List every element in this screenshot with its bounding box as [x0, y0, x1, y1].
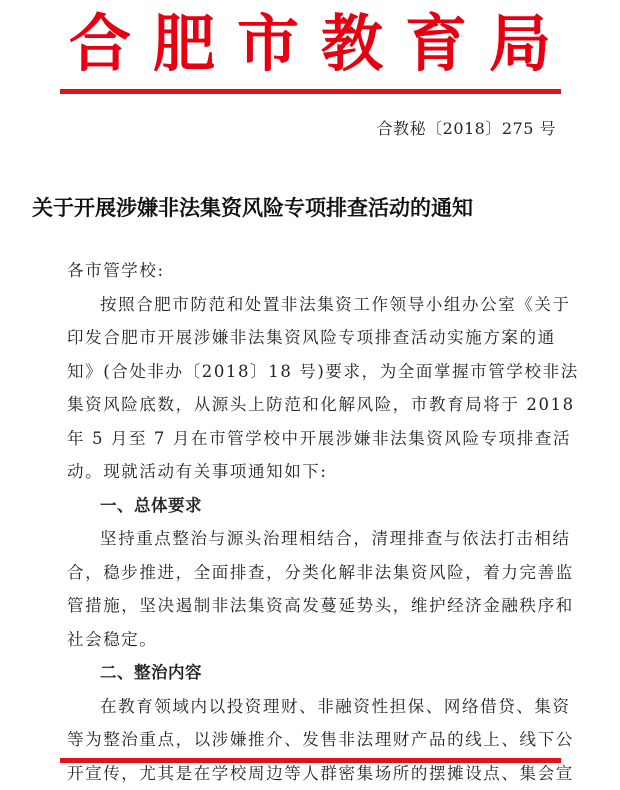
body-line: 在教育领域内以投资理财、非融资性担保、网络借贷、集资	[67, 690, 555, 724]
body-line: 年 5 月至 7 月在市管学校中开展涉嫌非法集资风险专项排查活	[67, 422, 555, 456]
letterhead-char: 育	[405, 4, 467, 84]
body-line: 社会稳定。	[67, 623, 555, 657]
letterhead-red-rule	[60, 89, 561, 94]
body-line: 开宣传，尤其是在学校周边等人群密集场所的摆摊设点、集会宣	[67, 757, 555, 790]
letterhead-char: 局	[489, 4, 551, 84]
section-heading: 一、总体要求	[67, 489, 555, 523]
body-line: 按照合肥市防范和处置非法集资工作领导小组办公室《关于	[67, 288, 555, 322]
body-line: 合，稳步推进，全面排查，分类化解非法集资风险，着力完善监	[67, 556, 555, 590]
salutation: 各市管学校:	[67, 254, 555, 288]
body-line: 印发合肥市开展涉嫌非法集资风险专项排查活动实施方案的通	[67, 321, 555, 355]
body-line: 管措施，坚决遏制非法集资高发蔓延势头，维护经济金融秩序和	[67, 589, 555, 623]
body-line: 坚持重点整治与源头治理相结合，清理排查与依法打击相结	[67, 522, 555, 556]
letterhead-char: 市	[237, 4, 299, 84]
letterhead-char: 合	[69, 4, 131, 84]
document-body	[67, 254, 555, 790]
body-line: 知》(合处非办〔2018〕18 号)要求，为全面掌握市管学校非法	[67, 355, 555, 389]
section-heading: 二、整治内容	[67, 656, 555, 690]
footer-red-rule	[60, 758, 561, 763]
letterhead-char: 教	[321, 4, 383, 84]
body-line: 集资风险底数，从源头上防范和化解风险，市教育局将于 2018	[67, 388, 555, 422]
document-number: 合教秘〔2018〕275 号	[377, 116, 556, 139]
letterhead-char: 肥	[153, 4, 215, 84]
letterhead-org-name	[0, 4, 620, 84]
document-title: 关于开展涉嫌非法集资风险专项排查活动的通知	[32, 192, 602, 222]
body-line: 等为整治重点，以涉嫌推介、发售非法理财产品的线上、线下公	[67, 723, 555, 757]
body-line: 动。现就活动有关事项通知如下:	[67, 455, 555, 489]
